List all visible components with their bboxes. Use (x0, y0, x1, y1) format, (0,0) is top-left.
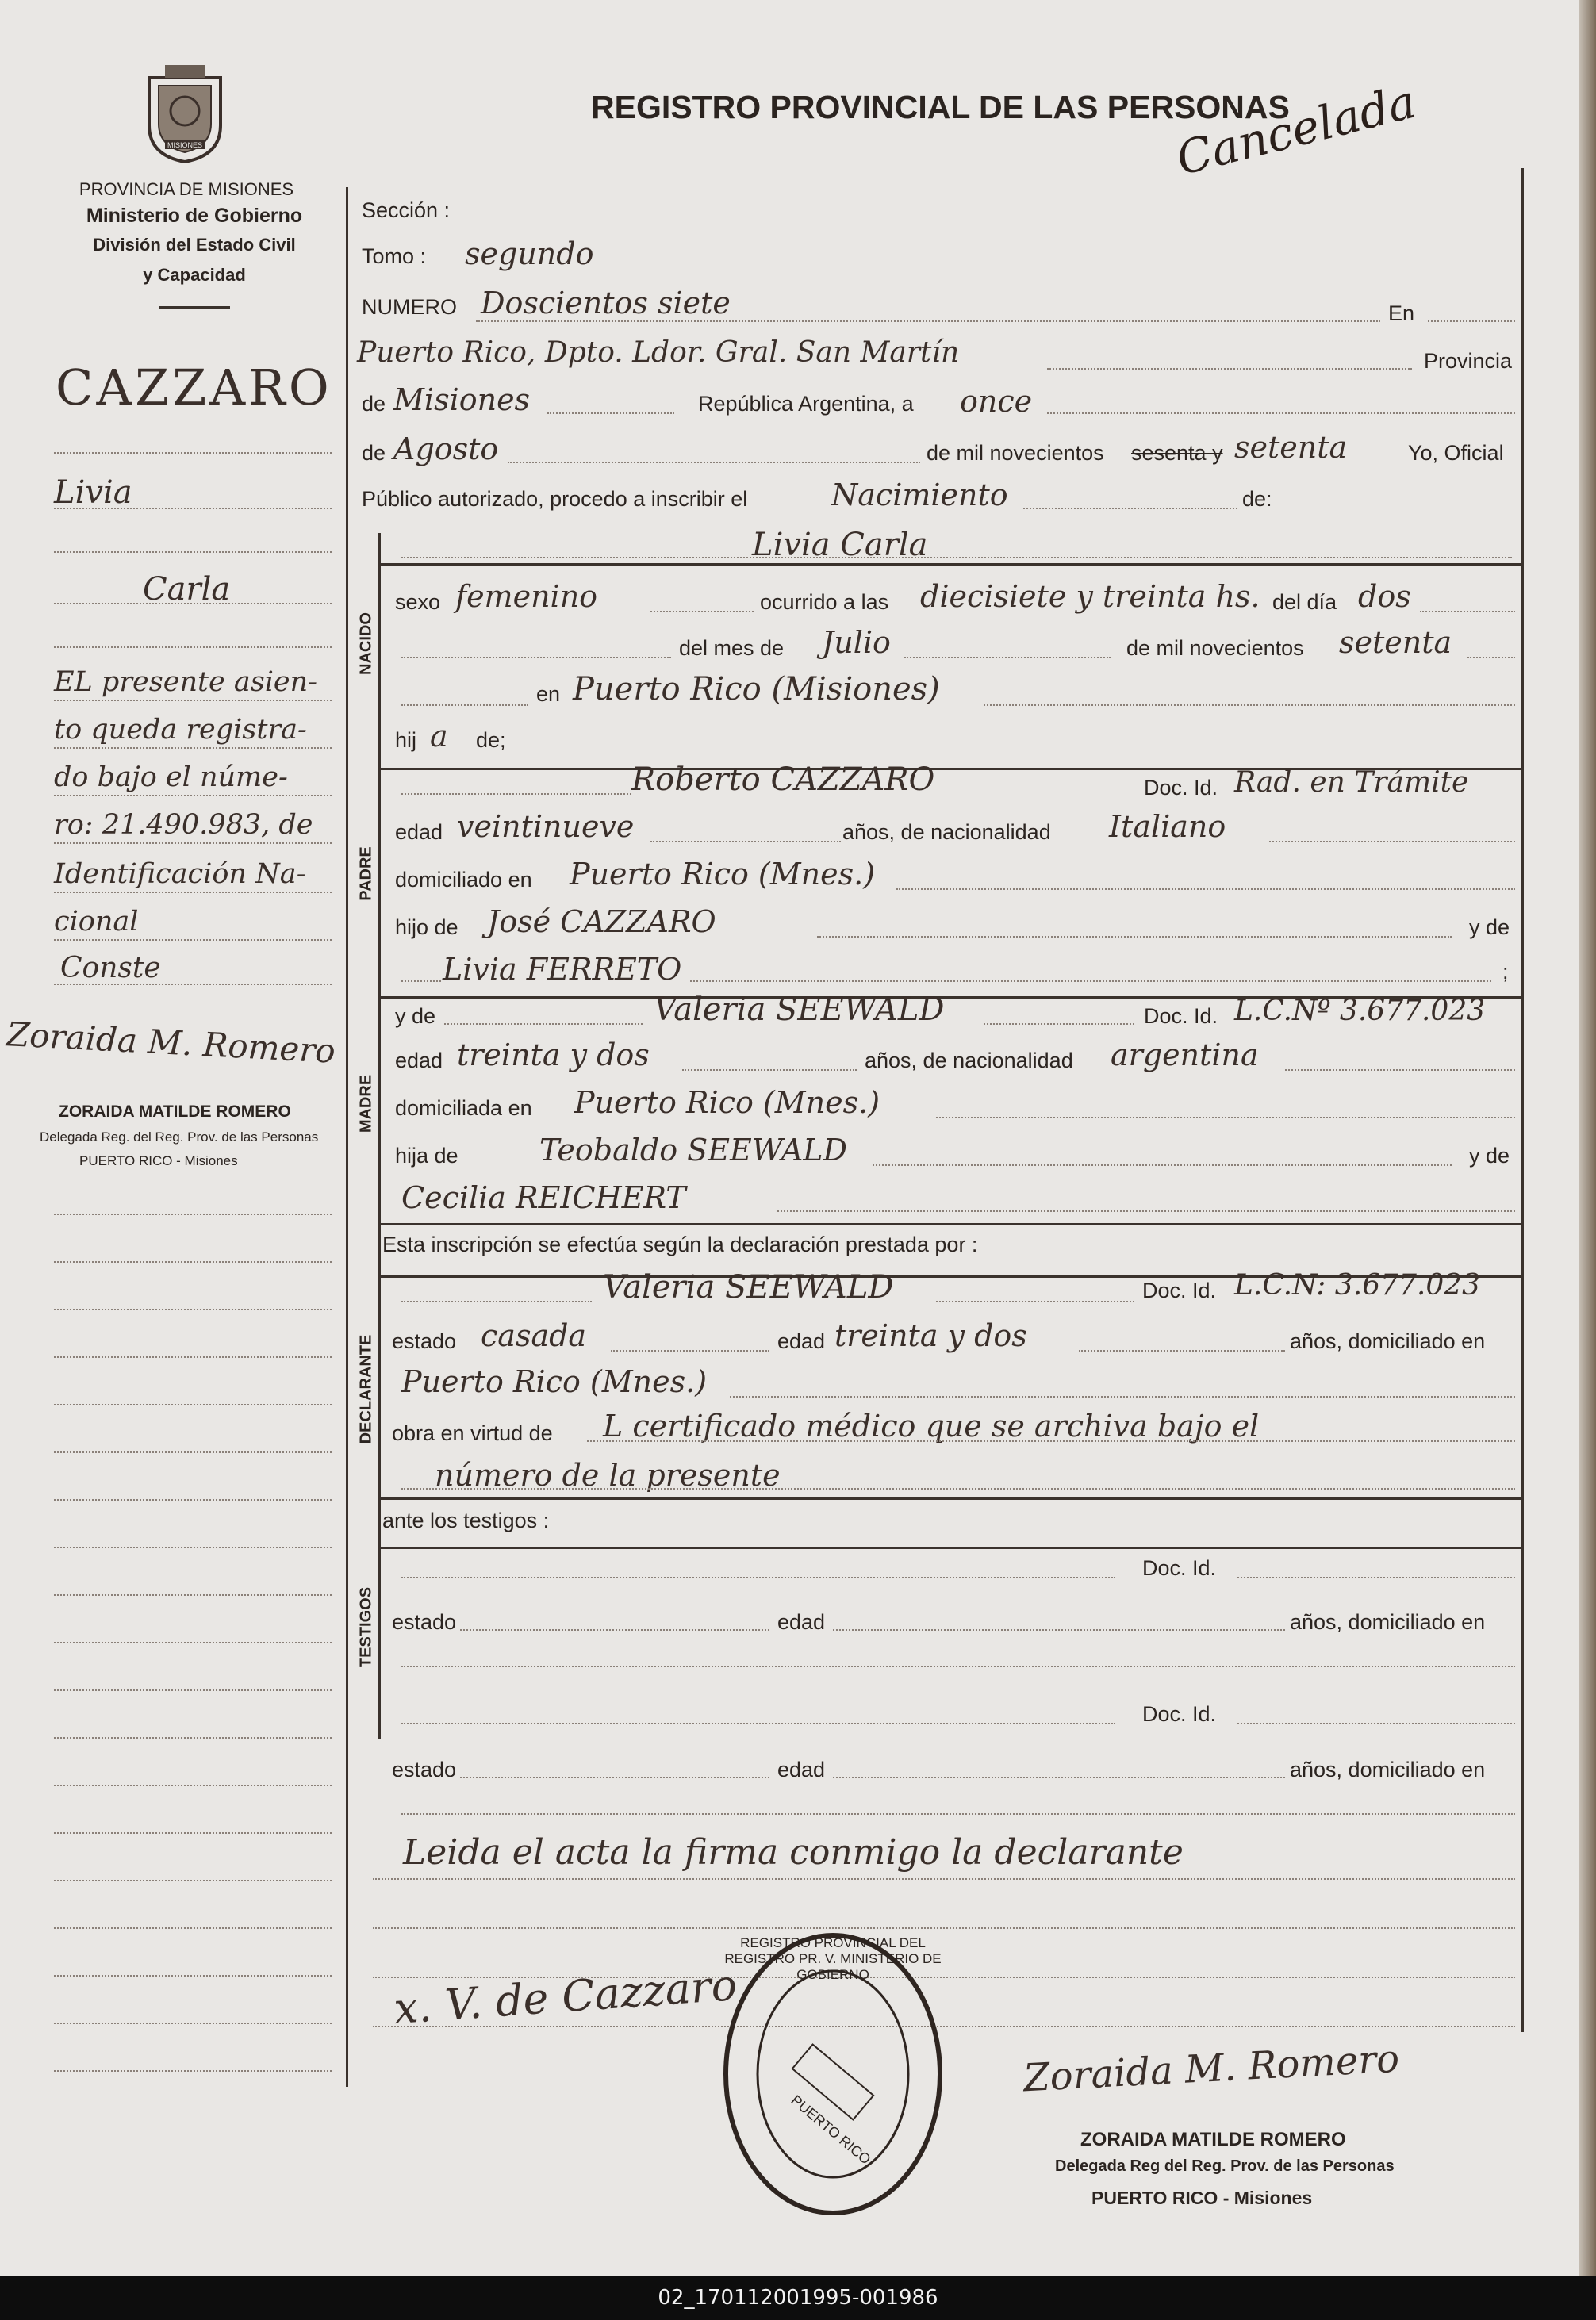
padre-mother-name: Livia FERRETO (443, 952, 682, 987)
margin-note-line-5: Identificación Na- (54, 858, 306, 890)
padre-anios-label: años, de nacionalidad (842, 820, 1051, 844)
testigos-section-label: TESTIGOS (357, 1586, 375, 1668)
declarante-obra-label: obra en virtud de (392, 1421, 553, 1445)
official-place: PUERTO RICO - Misiones (1091, 2188, 1313, 2208)
madre-doc-value: L.C.Nº 3.677.023 (1234, 995, 1486, 1027)
madre-edad-label: edad (395, 1049, 443, 1072)
madre-y-de-2: y de (1469, 1144, 1510, 1168)
declarant-signature: x. V. de Cazzaro (392, 1959, 739, 2034)
margin-note-line-2: to queda registra- (54, 714, 307, 746)
testigo1-doc-label: Doc. Id. (1142, 1556, 1217, 1580)
seal-ring-text: REGISTRO PROVINCIAL DEL REGISTRO PR. V. MINISTERIO DE GOBIERNO (724, 1935, 942, 1982)
hij-value: a (430, 719, 448, 754)
provincia-label: Provincia (1424, 349, 1513, 373)
en-label: En (1388, 301, 1415, 325)
padre-name: Roberto CAZZARO (631, 761, 935, 798)
acta-value: Nacimiento (831, 477, 1008, 512)
madre-mother-name: Cecilia REICHERT (401, 1180, 686, 1215)
madre-domicilio-label: domiciliada en (395, 1096, 532, 1120)
hora-value: diecisiete y treinta hs. (920, 579, 1260, 614)
declarante-domicilio-value: Puerto Rico (Mnes.) (401, 1364, 708, 1399)
de-label: de (362, 392, 386, 416)
division-name: División del Estado Civil (93, 235, 296, 255)
sexo-label: sexo (395, 590, 441, 614)
padre-semicolon: ; (1502, 960, 1509, 984)
margin-note-line-4: ro: 21.490.983, de (54, 809, 313, 841)
madre-anios-label: años, de nacionalidad (865, 1049, 1073, 1072)
padre-edad-value: veintinueve (457, 809, 635, 844)
padre-section-label: PADRE (357, 846, 375, 901)
padre-domicilio-value: Puerto Rico (Mnes.) (570, 857, 876, 892)
month-value: Agosto (393, 431, 499, 466)
padre-hijo-value: José CAZZARO (487, 904, 716, 939)
leida-text: Leida el acta la firma conmigo la declarante (403, 1832, 1184, 1873)
madre-section-label: MADRE (357, 1074, 375, 1133)
numero-value: Doscientos siete (481, 286, 731, 320)
seal-center-text: PUERTO RICO (788, 2092, 874, 2168)
madre-edad-value: treinta y dos (457, 1037, 650, 1072)
padre-domicilio-label: domiciliado en (395, 868, 532, 892)
ministry-name: Ministerio de Gobierno (86, 205, 303, 227)
madre-y-de: y de (395, 1004, 436, 1028)
margin-stamp-name: ZORAIDA MATILDE ROMERO (59, 1102, 291, 1121)
padre-hijo-label: hijo de (395, 915, 458, 939)
oficial-text: Yo, Oficial (1408, 441, 1504, 465)
declarante-estado-label: estado (392, 1329, 457, 1353)
margin-conste: Conste (60, 952, 161, 984)
de-colon: de: (1242, 487, 1272, 511)
tomo-value: segundo (465, 236, 594, 271)
testigo2-doc-label: Doc. Id. (1142, 1702, 1217, 1726)
dia-value: dos (1358, 579, 1411, 614)
madre-name: Valeria SEEWALD (654, 991, 945, 1028)
del-mes-label: del mes de (679, 636, 785, 660)
mil-label: de mil novecientos (1126, 636, 1304, 660)
declarante-doc-value: L.C.N: 3.677.023 (1234, 1269, 1481, 1302)
day-value: once (960, 384, 1033, 419)
year-value: setenta (1234, 430, 1348, 465)
ante-testigos-label: ante los testigos : (382, 1509, 550, 1532)
numero-label: NUMERO (362, 295, 457, 319)
ocurrido-label: ocurrido a las (760, 590, 889, 614)
margin-given-name-2: Carla (143, 571, 231, 608)
inscripcion-text: Esta inscripción se efectúa según la declaración prestada por : (382, 1233, 978, 1256)
margin-note-line-6: cional (54, 906, 139, 938)
madre-domicilio-value: Puerto Rico (Mnes.) (574, 1085, 880, 1120)
testigo1-anios-label: años, domiciliado en (1290, 1610, 1486, 1634)
padre-doc-value: Rad. en Trámite (1234, 766, 1469, 799)
anio-value: setenta (1339, 625, 1452, 660)
official-name: ZORAIDA MATILDE ROMERO (1080, 2129, 1346, 2150)
margin-stamp-role: Delegada Reg. del Reg. Prov. de las Personas (40, 1129, 319, 1145)
publico-text: Público autorizado, procedo a inscribir el (362, 487, 748, 511)
testigo2-edad-label: edad (777, 1758, 826, 1781)
del-dia-label: del día (1272, 590, 1337, 614)
padre-doc-label: Doc. Id. (1144, 776, 1218, 800)
mes-value: Julio (822, 625, 891, 660)
lugar-value: Puerto Rico (Misiones) (573, 671, 940, 708)
declarante-doc-label: Doc. Id. (1142, 1279, 1217, 1302)
testigo2-estado-label: estado (392, 1758, 457, 1781)
year-struck-text: sesenta y (1131, 441, 1223, 465)
capacity-name: y Capacidad (143, 265, 246, 285)
year-text: de mil novecientos (927, 441, 1104, 465)
padre-y-de: y de (1469, 915, 1510, 939)
madre-nacionalidad-value: argentina (1111, 1037, 1259, 1072)
margin-note-line-3: do bajo el núme- (54, 761, 288, 793)
testigo2-anios-label: años, domiciliado en (1290, 1758, 1486, 1781)
page-title: REGISTRO PROVINCIAL DE LAS PERSONAS (591, 89, 1290, 125)
declarante-name: Valeria SEEWALD (603, 1269, 894, 1306)
declarante-estado-value: casada (481, 1318, 587, 1353)
declarante-edad-label: edad (777, 1329, 826, 1353)
tomo-label: Tomo : (362, 244, 427, 268)
madre-hija-value: Teobaldo SEEWALD (539, 1133, 847, 1168)
cancellation-note: Cancelada (1171, 74, 1421, 186)
provincial-seal-icon (141, 62, 228, 165)
official-signature: Zoraida M. Romero (1022, 2036, 1401, 2101)
declarante-section-label: DECLARANTE (357, 1334, 375, 1444)
margin-note-line-1: EL presente asien- (54, 666, 317, 698)
margin-surname: CAZZARO (56, 359, 332, 416)
seal-text: MISIONES (167, 141, 203, 149)
sexo-value: femenino (455, 579, 598, 614)
official-seal (718, 1927, 948, 2221)
hij-label: hij (395, 728, 417, 752)
margin-stamp-place: PUERTO RICO - Misiones (79, 1153, 238, 1168)
testigo1-estado-label: estado (392, 1610, 457, 1634)
madre-doc-label: Doc. Id. (1144, 1004, 1218, 1028)
declarante-obra-value-2: número de la presente (435, 1458, 781, 1493)
nacido-section-label: NACIDO (357, 612, 375, 675)
declarante-anios-label: años, domiciliado en (1290, 1329, 1486, 1353)
place-value: Puerto Rico, Dpto. Ldor. Gral. San Martín (357, 336, 960, 369)
margin-given-name-1: Livia (54, 474, 132, 511)
padre-nacionalidad-value: Italiano (1109, 809, 1226, 844)
padre-edad-label: edad (395, 820, 443, 844)
province-name: PROVINCIA DE MISIONES (79, 179, 294, 199)
de-label-2: de (362, 441, 386, 465)
en-label-nacido: en (536, 682, 561, 706)
image-id-footer: 02_170112001995-001986 (0, 2276, 1596, 2320)
margin-signature: Zoraida M. Romero (6, 1014, 336, 1071)
declarante-obra-value-1: L certificado médico que se archiva bajo el (603, 1409, 1260, 1444)
madre-hija-label: hija de (395, 1144, 458, 1168)
seccion-label: Sección : (362, 198, 451, 222)
republica-label: República Argentina, a (698, 392, 914, 416)
de-semicolon: de; (476, 728, 506, 752)
nacido-name: Livia Carla (752, 527, 928, 563)
declarante-edad-value: treinta y dos (834, 1318, 1027, 1353)
official-role: Delegada Reg del Reg. Prov. de las Personas (1055, 2157, 1395, 2175)
province-value: Misiones (393, 382, 531, 417)
testigo1-edad-label: edad (777, 1610, 826, 1634)
book-binding (1579, 0, 1596, 2276)
